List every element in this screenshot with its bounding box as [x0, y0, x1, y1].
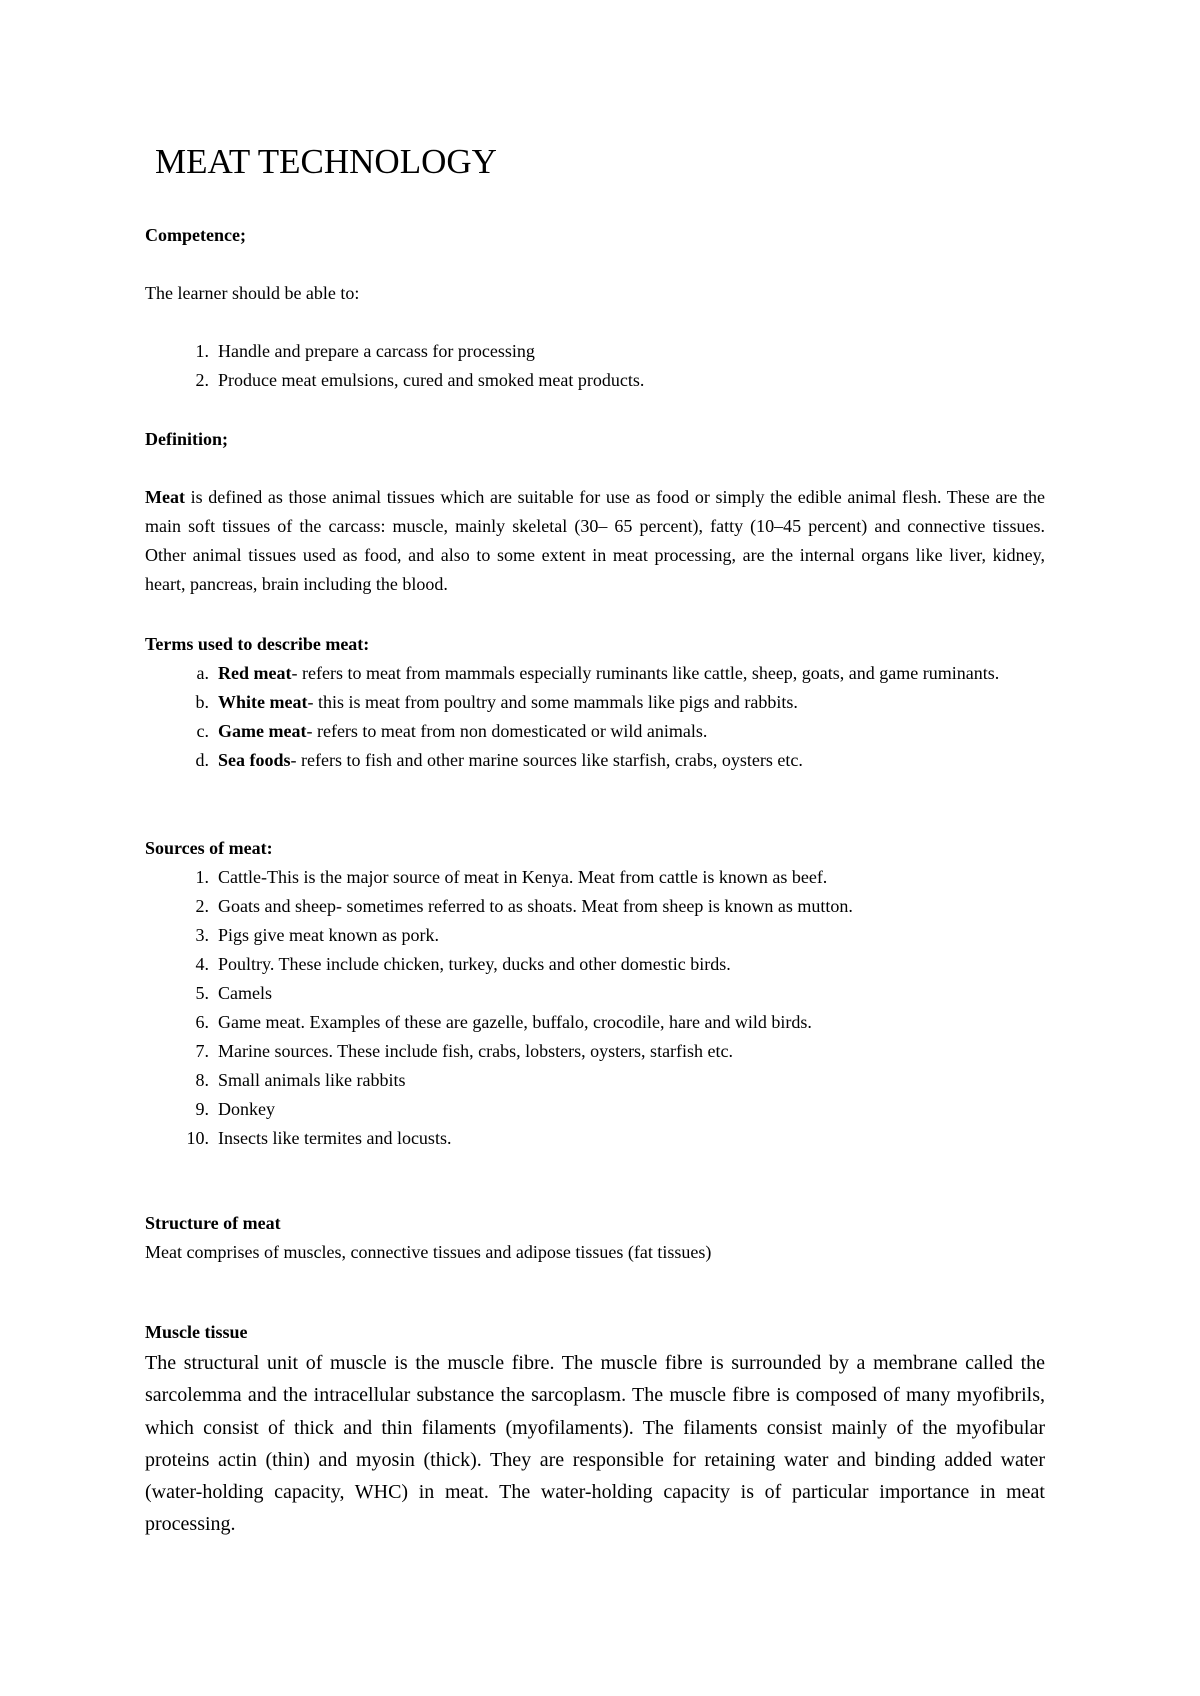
list-item-text: Handle and prepare a carcass for processing — [218, 341, 535, 361]
term-text: - refers to meat from mammals especially ruminants like cattle, sheep, goats, and game ruminants. — [291, 663, 1000, 683]
list-item — [145, 892, 1045, 921]
competence-list — [145, 337, 1045, 395]
structure-section — [145, 1209, 1045, 1267]
list-letter: d. — [195, 750, 209, 770]
list-number: 9. — [195, 1099, 209, 1119]
list-item-text: Poultry. These include chicken, turkey, ducks and other domestic birds. — [218, 954, 731, 974]
list-number: 10. — [186, 1128, 209, 1148]
list-number: 3. — [195, 925, 209, 945]
list-item-text: Cattle-This is the major source of meat in Kenya. Meat from cattle is known as beef. — [218, 867, 828, 887]
list-item — [145, 1008, 1045, 1037]
term-text: - refers to meat from non domesticated or wild animals. — [306, 721, 708, 741]
list-item-text: Goats and sheep- sometimes referred to as shoats. Meat from sheep is known as mutton. — [218, 896, 853, 916]
term-text: - refers to fish and other marine sources like starfish, crabs, oysters etc. — [290, 750, 803, 770]
list-number: 6. — [195, 1012, 209, 1032]
sources-list — [145, 863, 1045, 1153]
definition-paragraph — [145, 483, 1045, 599]
list-number: 2. — [195, 896, 209, 916]
term-text: - this is meat from poultry and some mammals like pigs and rabbits. — [307, 692, 798, 712]
document-title: MEAT TECHNOLOGY — [155, 142, 497, 181]
competence-section — [145, 221, 1045, 395]
list-item — [145, 659, 1045, 688]
list-item — [145, 1124, 1045, 1153]
list-item-text: Produce meat emulsions, cured and smoked meat products. — [218, 370, 645, 390]
competence-heading: Competence; — [145, 225, 246, 245]
definition-heading: Definition; — [145, 429, 228, 449]
list-item — [145, 746, 1045, 775]
sources-heading: Sources of meat: — [145, 838, 273, 858]
term-label: Game meat — [218, 721, 307, 741]
definition-text: is defined as those animal tissues which are suitable for use as food or simply the edible animal flesh. These are the main soft tissues of the carcass: muscle, mainly skeletal (30– 65 percent), fatty (10–45 percent) and connective tissues. Other animal tissues used as food, and also to some extent in meat processing, are the internal organs like liver, kidney, heart, pancreas, brain including the blood. — [145, 487, 1045, 594]
list-number: 2. — [195, 370, 209, 390]
structure-text: Meat comprises of muscles, connective tissues and adipose tissues (fat tissues) — [145, 1242, 712, 1262]
terms-section — [145, 630, 1045, 775]
list-item — [145, 688, 1045, 717]
definition-section — [145, 425, 1045, 599]
list-item — [145, 717, 1045, 746]
list-number: 1. — [195, 867, 209, 887]
list-item-text: Donkey — [218, 1099, 275, 1119]
list-item — [145, 337, 1045, 366]
list-item — [145, 863, 1045, 892]
list-letter: a. — [196, 663, 209, 683]
list-number: 8. — [195, 1070, 209, 1090]
list-item-text: Game meat. Examples of these are gazelle, buffalo, crocodile, hare and wild birds. — [218, 1012, 812, 1032]
definition-term: Meat — [145, 487, 185, 507]
list-item-text: Marine sources. These include fish, crabs, lobsters, oysters, starfish etc. — [218, 1041, 734, 1061]
list-item — [145, 1037, 1045, 1066]
list-item-text: Insects like termites and locusts. — [218, 1128, 452, 1148]
list-number: 4. — [195, 954, 209, 974]
structure-heading: Structure of meat — [145, 1213, 281, 1233]
list-letter: b. — [195, 692, 209, 712]
list-item — [145, 366, 1045, 395]
list-item — [145, 1066, 1045, 1095]
list-item — [145, 979, 1045, 1008]
list-item-text: Pigs give meat known as pork. — [218, 925, 439, 945]
sources-section — [145, 834, 1045, 1153]
list-item-text: Camels — [218, 983, 272, 1003]
term-label: Red meat — [218, 663, 292, 683]
list-number: 5. — [195, 983, 209, 1003]
list-item-text: Small animals like rabbits — [218, 1070, 406, 1090]
list-number: 1. — [195, 341, 209, 361]
list-letter: c. — [196, 721, 209, 741]
list-item — [145, 950, 1045, 979]
list-number: 7. — [195, 1041, 209, 1061]
muscle-paragraph: The structural unit of muscle is the muscle fibre. The muscle fibre is surrounded by a membrane called the sarcolemma and the intracellular substance the sarcoplasm. The muscle fibre is composed of many myofibrils, which consist of thick and thin filaments (myofilaments). The filaments consist mainly of the myofibular proteins actin (thin) and myosin (thick). They are responsible for retaining water and binding added water (water-holding capacity, WHC) in meat. The water-holding capacity is of particular importance in meat processing. — [145, 1352, 1045, 1536]
terms-list — [145, 659, 1045, 775]
list-item — [145, 1095, 1045, 1124]
list-item — [145, 921, 1045, 950]
terms-heading: Terms used to describe meat: — [145, 634, 370, 654]
competence-intro: The learner should be able to: — [145, 283, 360, 303]
term-label: White meat — [218, 692, 308, 712]
term-label: Sea foods — [218, 750, 291, 770]
muscle-section — [145, 1318, 1045, 1541]
muscle-heading: Muscle tissue — [145, 1322, 248, 1342]
